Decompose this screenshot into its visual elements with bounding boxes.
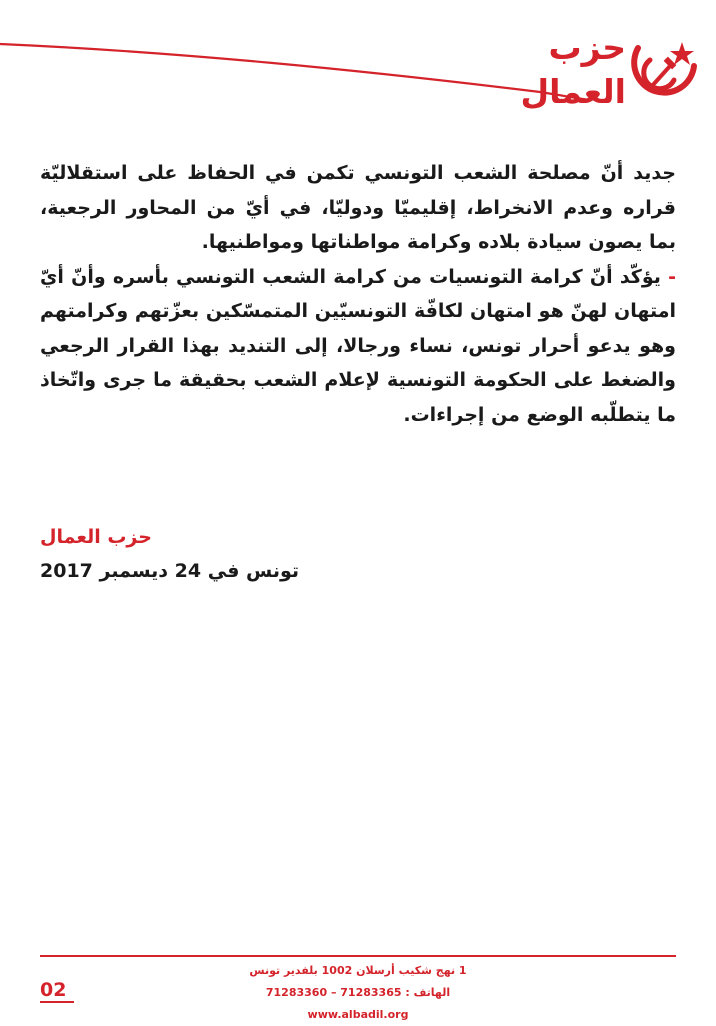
footer-phone: الهاتف : 71283365 – 71283360	[265, 986, 451, 999]
signature-party: حزب العمال	[40, 526, 152, 548]
statement-body	[40, 156, 676, 432]
paragraph-1: جديد أنّ مصلحة الشعب التونسي تكمن في الحفاظ على استقلاليّة قراره وعدم الانخراط، إقليميّا ودوليّا، في أيّ من المحاور الرجعية، بما يصون سيادة بلاده وكرامة مواطناتها ومواطنيها.	[40, 162, 676, 253]
footer-address: 1 نهج شكيب أرسلان 1002 بلفدير تونس	[249, 964, 467, 977]
footer-divider	[40, 955, 676, 957]
signature-block	[40, 520, 676, 588]
logo-line-2: العمال	[520, 72, 626, 111]
hammer-sickle-star-icon	[628, 36, 700, 108]
bullet-marker: -	[668, 265, 676, 288]
footer-website[interactable]: www.albadil.org	[307, 1008, 409, 1021]
page-number: 02	[40, 979, 67, 1001]
paragraph-2-text: يؤكّد أنّ كرامة التونسيات من كرامة الشعب التونسي بأسره وأنّ أيّ امتهان لهنّ هو امتهان لكافّة التونسيّين المتمسّكين بعزّتهم وكرامتهم وهو يدعو أحرار تونس، نساء ورجالا، إلى التنديد بهذا القرار الرجعي والضغط على الحكومة التونسية لإعلام الشعب بحقيقة ما جرى واتّخاذ ما يتطلّبه الوضع من إجراءات.	[40, 265, 676, 426]
logo-line-1: حزب	[548, 28, 626, 67]
party-logo	[520, 10, 700, 120]
signature-place-date: تونس في 24 ديسمبر 2017	[40, 560, 300, 582]
page-number-underline	[40, 1001, 74, 1003]
paragraph-2	[40, 260, 676, 433]
logo-text	[516, 26, 626, 114]
footer-address-block	[208, 960, 508, 1026]
